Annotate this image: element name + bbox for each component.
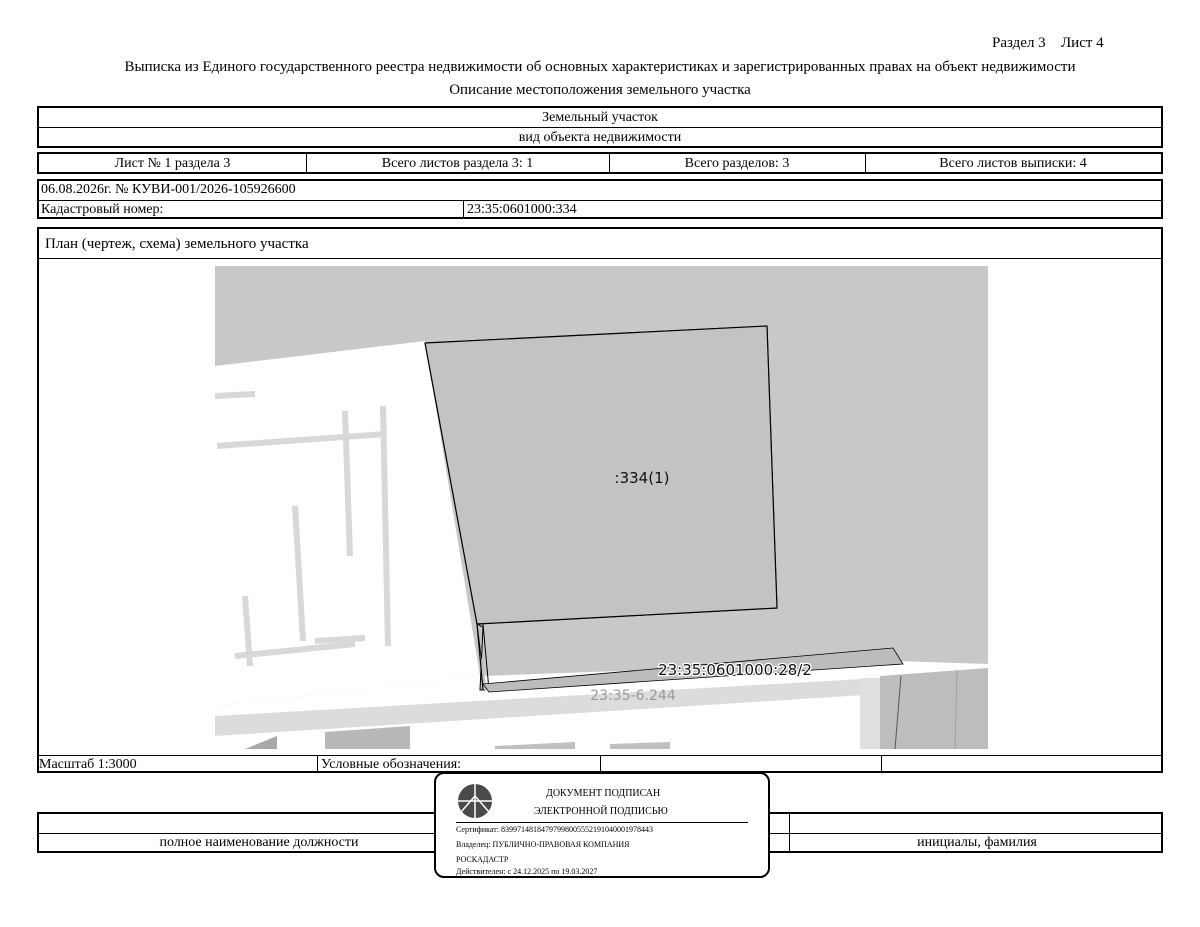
cadastral-label: Кадастровый номер:	[41, 202, 164, 217]
object-type-value: Земельный участок	[542, 110, 658, 125]
parcel-label: :334(1)	[614, 469, 670, 487]
sheet-of-section: Лист № 1 раздела 3	[114, 156, 231, 171]
stamp-line1: ДОКУМЕНТ ПОДПИСАН	[546, 788, 661, 799]
legend-label: Условные обозначения:	[321, 757, 462, 772]
road-band-vertical	[860, 678, 880, 749]
position-caption: полное наименование должности	[159, 835, 359, 850]
cadastral-number: 23:35:0601000:334	[467, 202, 577, 217]
neighbor-label: 23:35:0601000:28/2	[658, 661, 812, 679]
total-section-sheets: Всего листов раздела 3: 1	[381, 156, 534, 171]
total-extract-sheets: Всего листов выписки: 4	[939, 156, 1087, 171]
name-caption: инициалы, фамилия	[917, 835, 1037, 850]
stamp-owner-line2: РОСКАДАСТР	[456, 855, 509, 864]
document-info-box	[37, 179, 1163, 219]
date-number: 06.08.2026г. № КУВИ-001/2026-105926600	[41, 182, 296, 197]
scale-label: Масштаб 1:3000	[39, 757, 137, 772]
signature-stamp	[434, 772, 770, 878]
stamp-validity: Действителен: с 24.12.2025 по 19.03.2027	[456, 867, 598, 876]
document-title: Выписка из Единого государственного реестра недвижимости об основных характеристиках и зарегистрированных правах на объект недвижимости	[124, 59, 1076, 75]
stamp-certificate: Сертификат: 83997148184797998005552191040001978443	[456, 825, 653, 834]
plan-heading: План (чертеж, схема) земельного участка	[45, 236, 309, 252]
sheet-number: Лист 4	[1061, 35, 1104, 51]
section-number: Раздел 3	[992, 35, 1046, 51]
stamp-line2: ЭЛЕКТРОННОЙ ПОДПИСЬЮ	[534, 806, 668, 817]
stamp-owner: Владелец: ПУБЛИЧНО-ПРАВОВАЯ КОМПАНИЯ	[456, 840, 630, 849]
sheets-row	[37, 152, 1163, 174]
document-subtitle: Описание местоположения земельного участка	[449, 82, 751, 98]
object-type-box	[37, 106, 1163, 148]
total-sections: Всего разделов: 3	[684, 156, 790, 171]
zone-label: 23:35-6.244	[590, 688, 676, 704]
emblem-icon	[456, 782, 494, 820]
cadastral-map	[215, 266, 988, 749]
object-type-caption: вид объекта недвижимости	[518, 130, 682, 145]
